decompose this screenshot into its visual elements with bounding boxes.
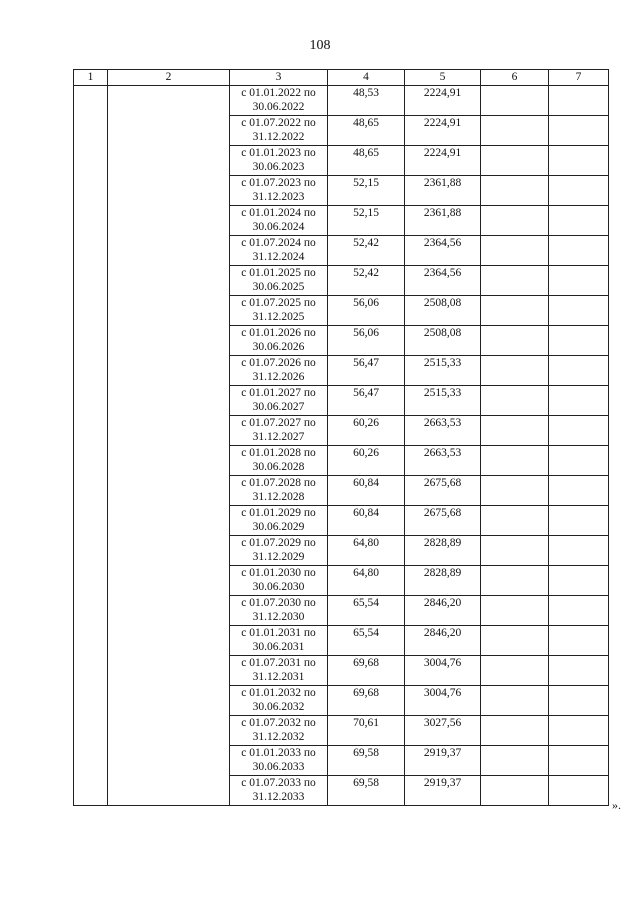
value-col5-cell: 2224,91 [405, 146, 481, 176]
value-col5-cell: 2919,37 [405, 746, 481, 776]
period-cell: с 01.07.2032 по 31.12.2032 [230, 716, 328, 746]
value-col5-cell: 2508,08 [405, 326, 481, 356]
value-col5-cell: 2675,68 [405, 476, 481, 506]
period-cell: с 01.01.2026 по 30.06.2026 [230, 326, 328, 356]
period-cell: с 01.01.2023 по 30.06.2023 [230, 146, 328, 176]
empty-col6-cell [481, 446, 549, 476]
merged-cell-col2 [108, 86, 230, 806]
empty-col7-cell [549, 86, 609, 116]
empty-col6-cell [481, 776, 549, 806]
value-col5-cell: 2846,20 [405, 626, 481, 656]
value-col4-cell: 52,42 [328, 236, 405, 266]
value-col4-cell: 48,65 [328, 116, 405, 146]
period-cell: с 01.07.2022 по 31.12.2022 [230, 116, 328, 146]
empty-col7-cell [549, 776, 609, 806]
value-col4-cell: 64,80 [328, 536, 405, 566]
empty-col7-cell [549, 596, 609, 626]
period-cell: с 01.01.2028 по 30.06.2028 [230, 446, 328, 476]
empty-col7-cell [549, 146, 609, 176]
empty-col6-cell [481, 176, 549, 206]
period-cell: с 01.01.2029 по 30.06.2029 [230, 506, 328, 536]
value-col5-cell: 2828,89 [405, 536, 481, 566]
empty-col6-cell [481, 626, 549, 656]
value-col4-cell: 52,15 [328, 206, 405, 236]
value-col5-cell: 2828,89 [405, 566, 481, 596]
value-col4-cell: 69,58 [328, 746, 405, 776]
value-col4-cell: 60,84 [328, 506, 405, 536]
column-header: 3 [230, 70, 328, 86]
period-cell: с 01.07.2031 по 31.12.2031 [230, 656, 328, 686]
empty-col6-cell [481, 596, 549, 626]
empty-col7-cell [549, 116, 609, 146]
period-cell: с 01.07.2028 по 31.12.2028 [230, 476, 328, 506]
empty-col6-cell [481, 206, 549, 236]
empty-col7-cell [549, 626, 609, 656]
period-cell: с 01.01.2022 по 30.06.2022 [230, 86, 328, 116]
empty-col6-cell [481, 536, 549, 566]
table-header-row [74, 70, 609, 86]
page-number: 108 [309, 38, 331, 53]
merged-cell-col1 [74, 86, 108, 806]
column-header: 7 [549, 70, 609, 86]
value-col4-cell: 69,68 [328, 656, 405, 686]
value-col5-cell: 3004,76 [405, 656, 481, 686]
value-col5-cell: 2515,33 [405, 356, 481, 386]
empty-col6-cell [481, 86, 549, 116]
empty-col6-cell [481, 566, 549, 596]
value-col5-cell: 2515,33 [405, 386, 481, 416]
value-col5-cell: 2675,68 [405, 506, 481, 536]
empty-col6-cell [481, 716, 549, 746]
value-col4-cell: 65,54 [328, 626, 405, 656]
tariff-table [73, 69, 609, 806]
column-header: 4 [328, 70, 405, 86]
period-cell: с 01.01.2025 по 30.06.2025 [230, 266, 328, 296]
column-header: 2 [108, 70, 230, 86]
closing-quote-mark: ». [612, 798, 621, 812]
value-col5-cell: 2508,08 [405, 296, 481, 326]
period-cell: с 01.07.2024 по 31.12.2024 [230, 236, 328, 266]
value-col5-cell: 2919,37 [405, 776, 481, 806]
empty-col6-cell [481, 506, 549, 536]
empty-col7-cell [549, 686, 609, 716]
value-col5-cell: 2846,20 [405, 596, 481, 626]
period-cell: с 01.01.2032 по 30.06.2032 [230, 686, 328, 716]
column-header: 5 [405, 70, 481, 86]
period-cell: с 01.01.2030 по 30.06.2030 [230, 566, 328, 596]
value-col5-cell: 2224,91 [405, 86, 481, 116]
value-col4-cell: 65,54 [328, 596, 405, 626]
period-cell: с 01.07.2030 по 31.12.2030 [230, 596, 328, 626]
empty-col6-cell [481, 746, 549, 776]
value-col4-cell: 56,06 [328, 326, 405, 356]
empty-col7-cell [549, 176, 609, 206]
value-col4-cell: 69,68 [328, 686, 405, 716]
value-col5-cell: 2361,88 [405, 176, 481, 206]
empty-col6-cell [481, 686, 549, 716]
empty-col6-cell [481, 146, 549, 176]
period-cell: с 01.01.2027 по 30.06.2027 [230, 386, 328, 416]
empty-col6-cell [481, 356, 549, 386]
empty-col7-cell [549, 356, 609, 386]
empty-col7-cell [549, 716, 609, 746]
table-row [74, 86, 609, 116]
empty-col7-cell [549, 566, 609, 596]
empty-col7-cell [549, 416, 609, 446]
value-col4-cell: 69,58 [328, 776, 405, 806]
period-cell: с 01.07.2029 по 31.12.2029 [230, 536, 328, 566]
value-col5-cell: 3027,56 [405, 716, 481, 746]
empty-col6-cell [481, 386, 549, 416]
empty-col6-cell [481, 476, 549, 506]
period-cell: с 01.01.2031 по 30.06.2031 [230, 626, 328, 656]
empty-col7-cell [549, 476, 609, 506]
column-header: 1 [74, 70, 108, 86]
value-col4-cell: 48,65 [328, 146, 405, 176]
value-col4-cell: 60,84 [328, 476, 405, 506]
period-cell: с 01.07.2033 по 31.12.2033 [230, 776, 328, 806]
empty-col6-cell [481, 326, 549, 356]
period-cell: с 01.01.2024 по 30.06.2024 [230, 206, 328, 236]
value-col5-cell: 3004,76 [405, 686, 481, 716]
empty-col7-cell [549, 446, 609, 476]
period-cell: с 01.07.2027 по 31.12.2027 [230, 416, 328, 446]
value-col5-cell: 2361,88 [405, 206, 481, 236]
empty-col7-cell [549, 296, 609, 326]
value-col4-cell: 56,47 [328, 356, 405, 386]
value-col4-cell: 52,15 [328, 176, 405, 206]
empty-col7-cell [549, 266, 609, 296]
period-cell: с 01.01.2033 по 30.06.2033 [230, 746, 328, 776]
empty-col7-cell [549, 206, 609, 236]
empty-col6-cell [481, 266, 549, 296]
empty-col7-cell [549, 236, 609, 266]
empty-col7-cell [549, 506, 609, 536]
empty-col6-cell [481, 116, 549, 146]
empty-col6-cell [481, 236, 549, 266]
value-col4-cell: 56,47 [328, 386, 405, 416]
value-col5-cell: 2663,53 [405, 446, 481, 476]
value-col4-cell: 64,80 [328, 566, 405, 596]
column-header: 6 [481, 70, 549, 86]
value-col4-cell: 70,61 [328, 716, 405, 746]
value-col5-cell: 2364,56 [405, 266, 481, 296]
value-col4-cell: 52,42 [328, 266, 405, 296]
value-col5-cell: 2364,56 [405, 236, 481, 266]
value-col4-cell: 56,06 [328, 296, 405, 326]
empty-col7-cell [549, 536, 609, 566]
empty-col7-cell [549, 386, 609, 416]
period-cell: с 01.07.2023 по 31.12.2023 [230, 176, 328, 206]
empty-col6-cell [481, 656, 549, 686]
empty-col7-cell [549, 746, 609, 776]
empty-col6-cell [481, 296, 549, 326]
value-col5-cell: 2224,91 [405, 116, 481, 146]
value-col4-cell: 48,53 [328, 86, 405, 116]
empty-col7-cell [549, 326, 609, 356]
value-col5-cell: 2663,53 [405, 416, 481, 446]
value-col4-cell: 60,26 [328, 416, 405, 446]
value-col4-cell: 60,26 [328, 446, 405, 476]
period-cell: с 01.07.2026 по 31.12.2026 [230, 356, 328, 386]
empty-col7-cell [549, 656, 609, 686]
period-cell: с 01.07.2025 по 31.12.2025 [230, 296, 328, 326]
empty-col6-cell [481, 416, 549, 446]
